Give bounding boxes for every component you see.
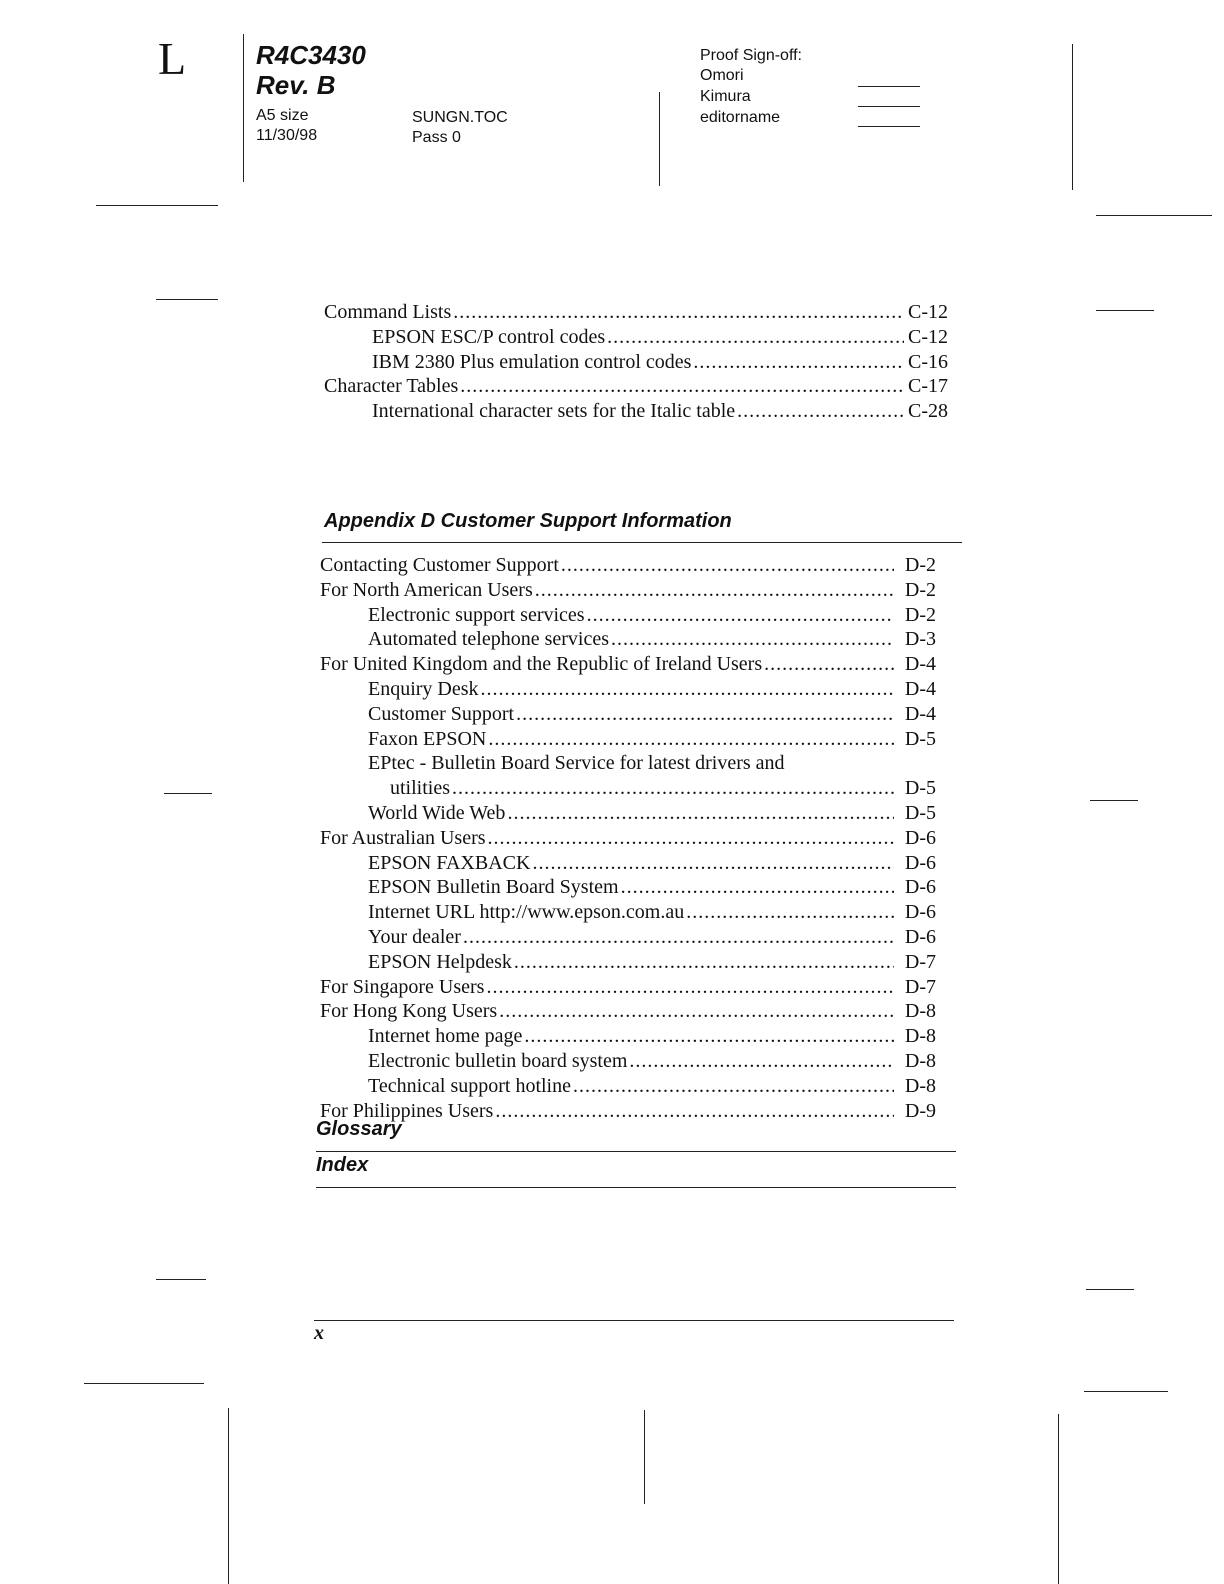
toc-entry-title: Your dealer bbox=[368, 925, 461, 948]
crop-mark bbox=[96, 205, 218, 206]
toc-entry[interactable] bbox=[320, 826, 936, 851]
crop-mark bbox=[1084, 1391, 1168, 1392]
heading-rule bbox=[316, 1187, 956, 1188]
toc-entry-title: EPSON ESC/P control codes bbox=[372, 325, 606, 348]
toc-entry-page: D-6 bbox=[904, 925, 936, 948]
signoff-name: Kimura bbox=[700, 88, 751, 105]
crop-mark bbox=[1086, 1289, 1134, 1290]
toc-entry-page: D-4 bbox=[904, 702, 936, 725]
toc-entry-title-continued: utilities bbox=[390, 777, 450, 800]
doc-size: A5 size bbox=[256, 107, 309, 124]
toc-entry-title: Contacting Customer Support bbox=[320, 554, 559, 576]
crop-mark bbox=[644, 1410, 645, 1504]
signoff-line bbox=[858, 86, 920, 87]
toc-entry[interactable] bbox=[320, 1024, 936, 1049]
section-heading: Appendix D Customer Support Information bbox=[324, 510, 732, 532]
toc-entry-page: D-6 bbox=[904, 901, 936, 924]
toc-entry[interactable] bbox=[324, 350, 948, 375]
toc-entry-title: Internet URL http://www.epson.com.au bbox=[368, 901, 685, 924]
page-number: x bbox=[314, 1322, 324, 1344]
toc-entry-page: D-3 bbox=[904, 628, 936, 651]
toc-entry-page: D-9 bbox=[904, 1099, 936, 1122]
toc-entry-title: World Wide Web bbox=[368, 801, 506, 824]
doc-file: SUNGN.TOC bbox=[412, 109, 508, 126]
crop-mark bbox=[1058, 1414, 1059, 1584]
toc-entry-page: D-2 bbox=[904, 554, 936, 576]
toc-entry[interactable] bbox=[320, 627, 936, 652]
toc-entry[interactable] bbox=[320, 1074, 936, 1099]
toc-entry[interactable] bbox=[320, 727, 936, 752]
signoff-title: Proof Sign-off: bbox=[700, 47, 802, 64]
toc-entry-page: D-8 bbox=[904, 1049, 936, 1072]
toc-entry-page: C-12 bbox=[908, 301, 948, 323]
crop-mark bbox=[164, 793, 212, 794]
toc-entry-title[interactable]: EPtec - Bulletin Board Service for latest drivers and bbox=[368, 752, 785, 775]
toc-entry-page: D-2 bbox=[904, 603, 936, 626]
toc-entry-title: For Australian Users bbox=[320, 826, 486, 849]
toc-continued-section bbox=[324, 300, 948, 424]
appendix-d-entries bbox=[320, 553, 936, 1123]
toc-entry-page: D-5 bbox=[904, 777, 936, 800]
footer-rule bbox=[314, 1320, 954, 1321]
crop-mark bbox=[228, 1408, 229, 1584]
toc-entry-page: C-17 bbox=[908, 375, 948, 398]
header-left-rule bbox=[243, 34, 244, 182]
toc-entry-page: D-6 bbox=[904, 826, 936, 849]
toc-entry[interactable] bbox=[324, 300, 948, 325]
toc-entry[interactable] bbox=[320, 603, 936, 628]
heading-rule bbox=[316, 1151, 956, 1152]
glossary-heading[interactable]: Glossary bbox=[316, 1118, 402, 1140]
toc-entry[interactable] bbox=[320, 776, 936, 801]
toc-entry[interactable] bbox=[320, 875, 936, 900]
toc-entry-title: Customer Support bbox=[368, 702, 515, 725]
toc-entry-title: Electronic support services bbox=[368, 603, 585, 626]
toc-entry-title: International character sets for the Italic table bbox=[372, 400, 736, 423]
toc-entry-page: C-16 bbox=[908, 350, 948, 373]
toc-entry-title: IBM 2380 Plus emulation control codes bbox=[372, 350, 692, 373]
crop-mark bbox=[84, 1383, 204, 1384]
toc-entry-page: C-12 bbox=[908, 325, 948, 348]
header-middle-rule bbox=[659, 92, 660, 186]
toc-entry-page: C-28 bbox=[908, 400, 948, 423]
toc-entry[interactable] bbox=[320, 1099, 936, 1124]
toc-entry-title: For United Kingdom and the Republic of Ireland Users bbox=[320, 653, 763, 676]
toc-entry-page: D-7 bbox=[904, 975, 936, 998]
toc-entry-title: Technical support hotline bbox=[368, 1074, 571, 1097]
toc-entry[interactable] bbox=[320, 900, 936, 925]
crop-mark bbox=[1090, 800, 1138, 801]
toc-entry[interactable] bbox=[324, 399, 948, 424]
doc-date: 11/30/98 bbox=[256, 127, 318, 144]
toc-entry-title: For Singapore Users bbox=[320, 975, 485, 998]
signoff-line bbox=[858, 126, 920, 127]
toc-entry-title: Enquiry Desk bbox=[368, 677, 479, 700]
toc-entry[interactable] bbox=[320, 999, 936, 1024]
toc-entry[interactable] bbox=[320, 851, 936, 876]
index-heading[interactable]: Index bbox=[316, 1154, 369, 1176]
toc-entry-title: EPSON Bulletin Board System bbox=[368, 876, 619, 899]
header-right-rule bbox=[1072, 44, 1073, 190]
toc-entry[interactable] bbox=[320, 553, 936, 578]
doc-id: R4C3430 bbox=[256, 40, 366, 70]
toc-entry[interactable] bbox=[320, 1049, 936, 1074]
toc-entry[interactable] bbox=[320, 652, 936, 677]
crop-mark bbox=[156, 299, 218, 300]
toc-entry[interactable] bbox=[324, 374, 948, 399]
doc-revision: Rev. B bbox=[256, 70, 336, 100]
toc-entry[interactable] bbox=[320, 677, 936, 702]
signoff-line bbox=[858, 106, 920, 107]
side-letter: L bbox=[158, 33, 187, 84]
toc-entry[interactable] bbox=[320, 578, 936, 603]
toc-entry[interactable] bbox=[320, 950, 936, 975]
crop-mark bbox=[1096, 310, 1154, 311]
heading-rule bbox=[322, 542, 962, 543]
toc-entry-title: Electronic bulletin board system bbox=[368, 1049, 628, 1072]
toc-entry-page: D-6 bbox=[904, 876, 936, 899]
toc-entry-title: For North American Users bbox=[320, 578, 533, 601]
toc-entry-page: D-8 bbox=[904, 1025, 936, 1048]
toc-entry-page: D-4 bbox=[904, 677, 936, 700]
signoff-name: editorname bbox=[700, 109, 781, 126]
toc-entry-title: For Hong Kong Users bbox=[320, 1000, 498, 1023]
toc-entry-title: Internet home page bbox=[368, 1025, 523, 1048]
signoff-name: Omori bbox=[700, 67, 744, 84]
toc-entry[interactable] bbox=[320, 702, 936, 727]
toc-entry-title: Automated telephone services bbox=[368, 628, 610, 651]
doc-pass: Pass 0 bbox=[412, 129, 461, 146]
toc-entry-page: D-8 bbox=[904, 1000, 936, 1023]
crop-mark bbox=[1096, 215, 1212, 216]
toc-entry[interactable] bbox=[320, 801, 936, 826]
toc-entry-title: Command Lists bbox=[324, 301, 452, 323]
toc-entry-page: D-8 bbox=[904, 1074, 936, 1097]
toc-entry-page: D-5 bbox=[904, 801, 936, 824]
crop-mark bbox=[156, 1279, 206, 1280]
toc-entry[interactable] bbox=[324, 325, 948, 350]
toc-entry[interactable] bbox=[320, 975, 936, 1000]
toc-entry-page: D-2 bbox=[904, 578, 936, 601]
toc-entry-title: For Philippines Users bbox=[320, 1099, 494, 1122]
toc-entry-page: D-7 bbox=[904, 950, 936, 973]
toc-entry-title: Character Tables bbox=[324, 375, 459, 398]
toc-entry-page: D-5 bbox=[904, 727, 936, 750]
toc-entry-title: Faxon EPSON bbox=[368, 727, 487, 750]
toc-entry[interactable] bbox=[320, 925, 936, 950]
toc-entry-title: EPSON Helpdesk bbox=[368, 950, 512, 973]
toc-entry-title: EPSON FAXBACK bbox=[368, 851, 531, 874]
toc-entry-page: D-4 bbox=[904, 653, 936, 676]
toc-entry-page: D-6 bbox=[904, 851, 936, 874]
